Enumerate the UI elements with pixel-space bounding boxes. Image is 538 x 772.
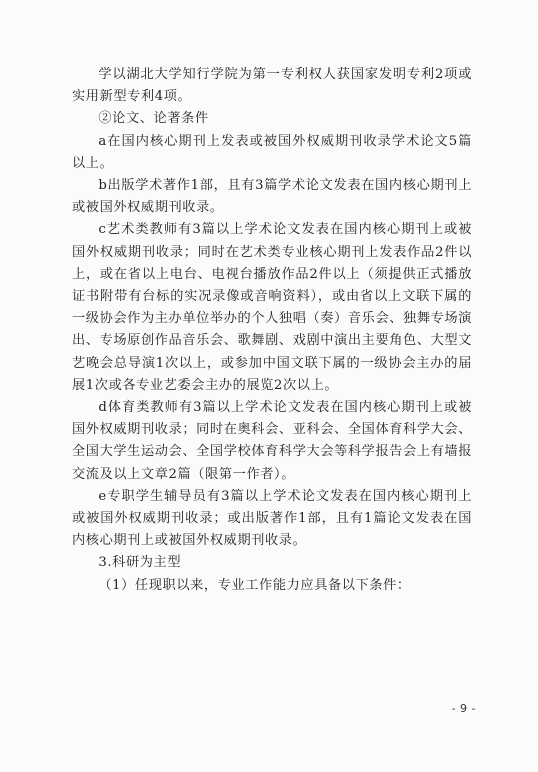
paragraph-condition-c: c艺术类教师有3篇以上学术论文发表在国内核心期刊上或被国外权威期刊收录；同时在艺术类专业核心期刊上发表作品2件以上，或在省以上电台、电视台播放作品2件以上（须提供正式播放证书附带有台标的实况录像或音响资料），或由省以上文联下属的一级协会作为主办单位举办的个人独唱（奏）音乐会、独舞专场演出、专场原创作品音乐会、歌舞剧、戏剧中演出主要角色、大型文艺晚会总导演1次以上，或参加中国文联下属的一级协会主办的届展1次或各专业艺委会主办的展览2次以上。 bbox=[72, 222, 472, 393]
paragraph-condition-a: a在国内核心期刊上发表或被国外权威期刊收录学术论文5篇以上。 bbox=[72, 133, 472, 171]
paragraph-condition-d: d体育类教师有3篇以上学术论文发表在国内核心期刊上或被国外权威期刊收录；同时在奥科会、亚科会、全国体育科学大会、全国大学生运动会、全国学校体育科学大会等科学报告会上有墙报交流及以上文章2篇（限第一作者）。 bbox=[72, 400, 472, 482]
paragraph-condition-b: b出版学术著作1部，且有3篇学术论文发表在国内核心期刊上或被国外权威期刊收录。 bbox=[72, 178, 472, 216]
document-body bbox=[72, 64, 472, 597]
page-number: - 9 - bbox=[451, 702, 476, 715]
section-heading-research: 3.科研为主型 bbox=[98, 555, 182, 571]
paragraph-condition-e: e专职学生辅导员有3篇以上学术论文发表在国内核心期刊上或被国外权威期刊收录；或出版著作1部，且有1篇论文发表在国内核心期刊上或被国外权威期刊收录。 bbox=[72, 488, 472, 549]
paragraph-patent-condition: 学以湖北大学知行学院为第一专利权人获国家发明专利2项或实用新型专利4项。 bbox=[72, 67, 472, 105]
paragraph-heading-papers: ②论文、论著条件 bbox=[98, 111, 209, 127]
paragraph-research-intro: （1）任现职以来，专业工作能力应具备以下条件： bbox=[98, 577, 411, 593]
